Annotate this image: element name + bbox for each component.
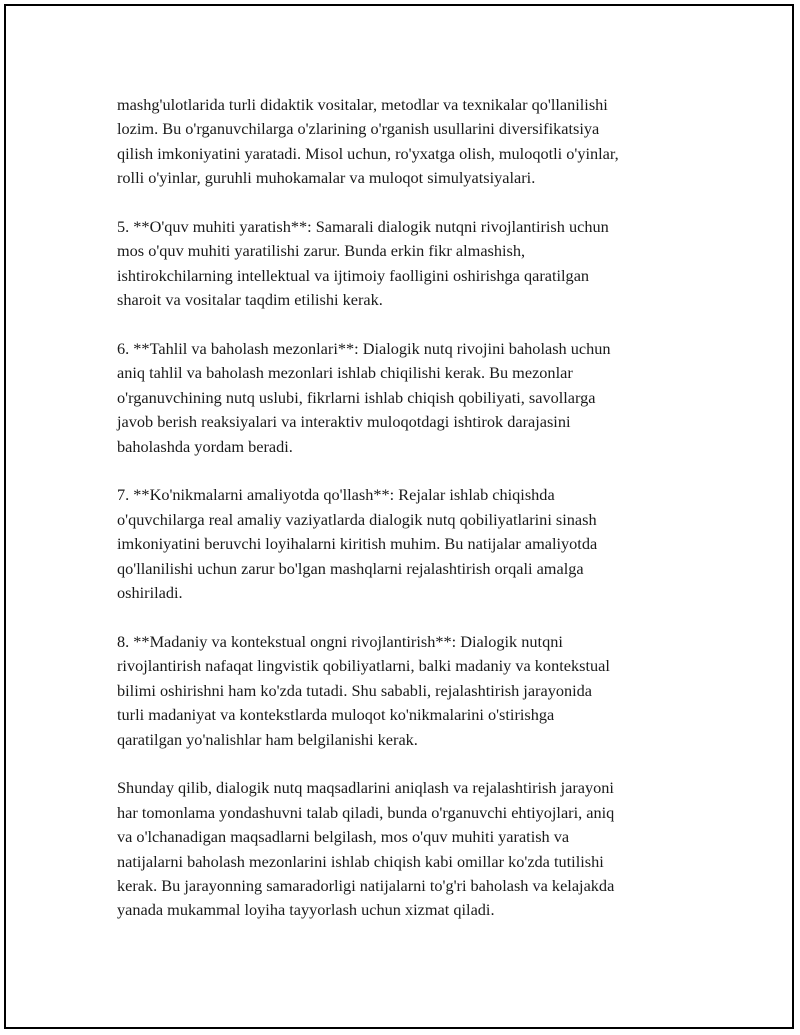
text-line: 5. **O'quv muhiti yaratish**: Samarali dialogik nutqni rivojlantirish uchun bbox=[117, 217, 609, 237]
text-line: imkoniyatini beruvchi loyihalarni kiritish muhim. Bu natijalar amaliyotda bbox=[117, 534, 598, 554]
text-line: 6. **Tahlil va baholash mezonlari**: Dialogik nutq rivojini baholash uchun bbox=[117, 339, 611, 359]
paragraph-intro-continuation bbox=[117, 93, 697, 191]
text-line: javob berish reaksiyalari va interaktiv muloqotdagi ishtirok darajasini bbox=[117, 412, 571, 432]
text-line: o'quvchilarga real amaliy vaziyatlarda dialogik nutq qobiliyatlarini sinash bbox=[117, 509, 597, 529]
text-line: 8. **Madaniy va kontekstual ongni rivojlantirish**: Dialogik nutqni bbox=[117, 631, 563, 651]
text-line: ishtirokchilarning intellektual va ijtimoiy faolligini oshirishga qaratilgan bbox=[117, 265, 590, 285]
text-line: o'rganuvchining nutq uslubi, fikrlarni ishlab chiqish qobiliyati, savollarga bbox=[117, 387, 596, 407]
paragraph-item-7 bbox=[117, 483, 697, 605]
text-line: va o'lchanadigan maqsadlarni belgilash, mos o'quv muhiti yaratish va bbox=[117, 827, 570, 847]
text-line: lozim. Bu o'rganuvchilarga o'zlarining o'rganish usullarini diversifikatsiya bbox=[117, 119, 600, 139]
text-line: rivojlantirish nafaqat lingvistik qobiliyatlarni, balki madaniy va kontekstual bbox=[117, 656, 610, 676]
paragraph-item-5 bbox=[117, 215, 697, 313]
text-line: Shunday qilib, dialogik nutq maqsadlarini aniqlash va rejalashtirish jarayoni bbox=[117, 778, 614, 798]
text-line: baholashda yordam beradi. bbox=[117, 436, 293, 456]
text-line: natijalarni baholash mezonlarini ishlab chiqish kabi omillar ko'zda tutilishi bbox=[117, 851, 604, 871]
paragraph-conclusion bbox=[117, 776, 697, 922]
text-line: rolli o'yinlar, guruhli muhokamalar va muloqot simulyatsiyalari. bbox=[117, 168, 536, 188]
text-line: bilimi oshirishni ham ko'zda tutadi. Shu sababli, rejalashtirish jarayonida bbox=[117, 680, 593, 700]
document-body bbox=[117, 93, 697, 947]
text-line: mos o'quv muhiti yaratilishi zarur. Bunda erkin fikr almashish, bbox=[117, 241, 526, 261]
text-line: qilish imkoniyatini yaratadi. Misol uchun, ro'yxatga olish, muloqotli o'yinlar, bbox=[117, 143, 619, 163]
text-line: qaratilgan yo'nalishlar ham belgilanishi kerak. bbox=[117, 729, 418, 749]
text-line: 7. **Ko'nikmalarni amaliyotda qo'llash**: Rejalar ishlab chiqishda bbox=[117, 485, 555, 505]
text-line: turli madaniyat va kontekstlarda muloqot ko'nikmalarini o'stirishga bbox=[117, 705, 555, 725]
text-line: oshiriladi. bbox=[117, 583, 183, 603]
text-line: sharoit va vositalar taqdim etilishi kerak. bbox=[117, 290, 383, 310]
paragraph-item-6 bbox=[117, 337, 697, 459]
text-line: kerak. Bu jarayonning samaradorligi natijalarni to'g'ri baholash va kelajakda bbox=[117, 875, 615, 895]
text-line: yanada mukammal loyiha tayyorlash uchun xizmat qiladi. bbox=[117, 900, 495, 920]
text-line: mashg'ulotlarida turli didaktik vositalar, metodlar va texnikalar qo'llanilishi bbox=[117, 95, 608, 114]
text-line: har tomonlama yondashuvni talab qiladi, bunda o'rganuvchi ehtiyojlari, aniq bbox=[117, 802, 615, 822]
paragraph-item-8 bbox=[117, 630, 697, 752]
text-line: aniq tahlil va baholash mezonlari ishlab chiqilishi kerak. Bu mezonlar bbox=[117, 363, 573, 383]
text-line: qo'llanilishi uchun zarur bo'lgan mashqlarni rejalashtirish orqali amalga bbox=[117, 558, 584, 578]
